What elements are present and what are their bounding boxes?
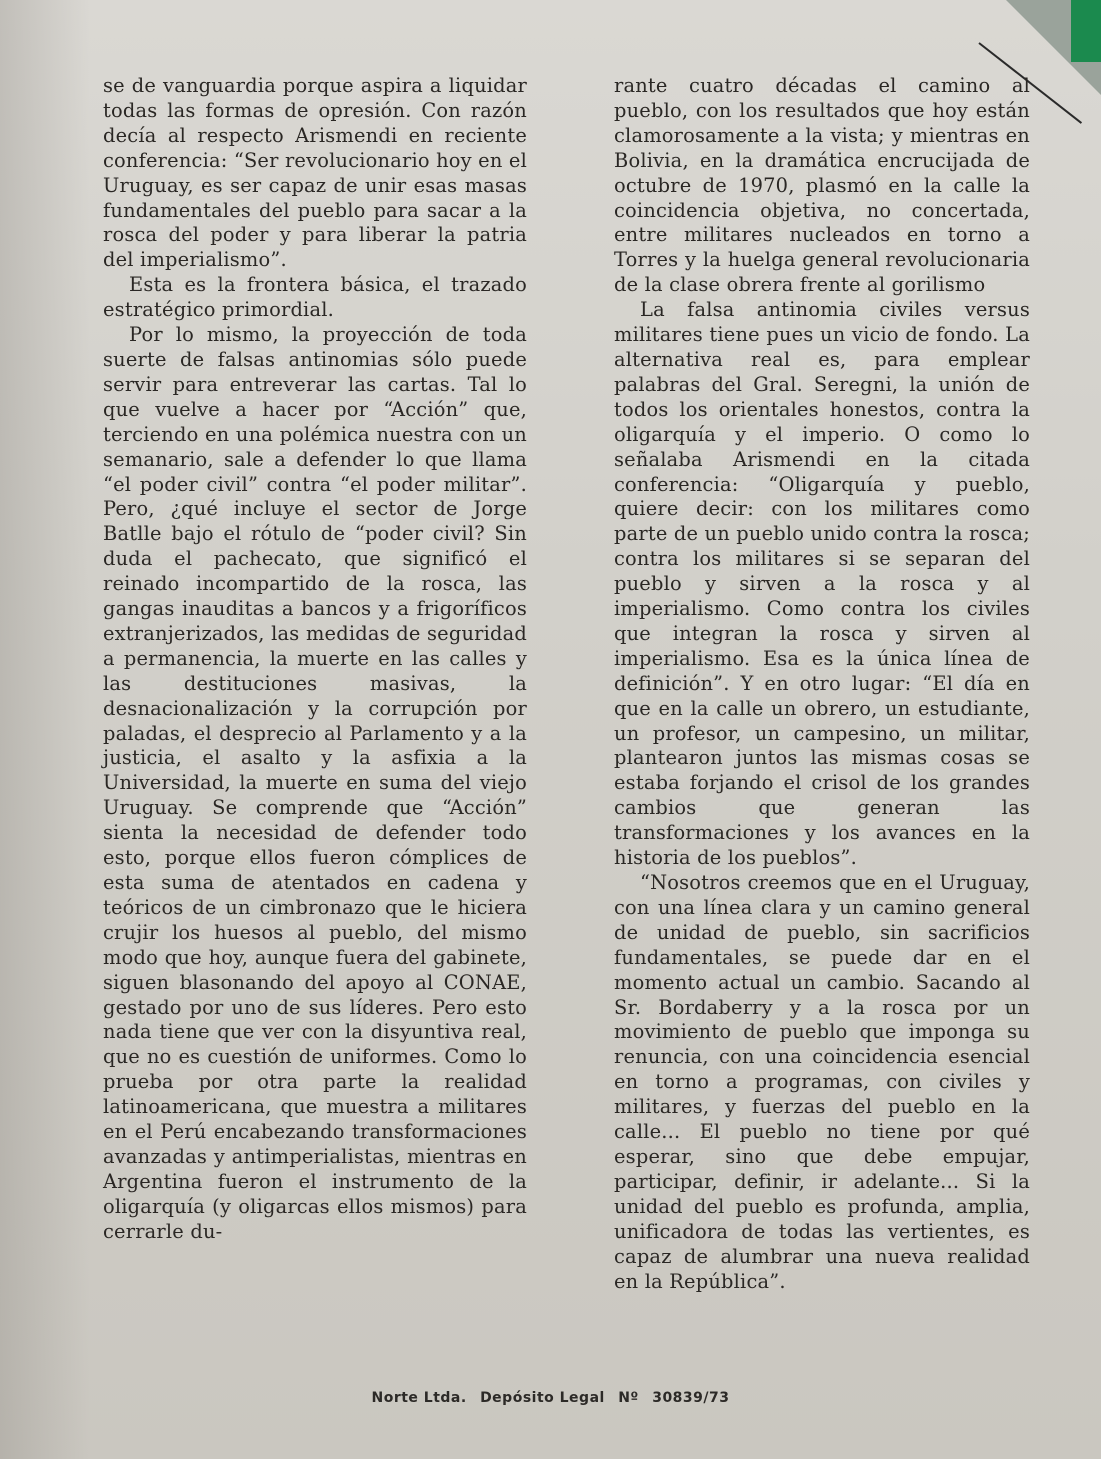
corner-green-mark: [1071, 0, 1101, 62]
imprint-footer: [0, 1390, 1101, 1406]
left-paragraph-2: Esta es la frontera básica, el trazado estratégico primordial.: [103, 273, 527, 322]
right-paragraph-2: La falsa antinomia civiles versus militares tiene pues un vicio de fondo. La alternativa real es, para emplear palabras del Gral. Seregni, la unión de todos los orientales honestos, contra la oligarquía y el imperio. O como lo señalaba Arismendi en la citada conferencia: “Oligarquía y pueblo, quiere decir: con los militares como parte de un pueblo unido contra la rosca; contra los militares si se separan del pueblo y sirven a la rosca y al imperialismo. Como contra los civiles que integran la rosca y sirven al imperialismo. Esa es la única línea de definición”. Y en otro lugar: “El día en que en la calle un obrero, un estudiante, un profesor, un campesino, un militar, plantearon juntos las mismas cosas se estaba forjando el crisol de los grandes cambios que generan las transformaciones y los avances en la historia de los pueblos”.: [614, 298, 1030, 870]
right-column: [614, 74, 1030, 1294]
footer-number: 30839/73: [652, 1390, 730, 1406]
footer-printer: Norte Ltda.: [371, 1390, 467, 1406]
footer-deposit-label: Depósito Legal: [480, 1390, 605, 1406]
left-paragraph-3: Por lo mismo, la proyección de toda suerte de falsas antinomias sólo puede servir para entreverar las cartas. Tal lo que vuelve a hacer por “Acción” que, terciendo en una polémica nuestra con un semanario, sale a defender lo que llama “el poder civil” contra “el poder militar”. Pero, ¿qué incluye el sector de Jorge Batlle bajo el rótulo de “poder civil? Sin duda el pachecato, que significó el reinado incompartido de la rosca, las gangas inauditas a bancos y a frigoríficos extranjerizados, las medidas de seguridad a permanencia, la muerte en las calles y las destituciones masivas, la desnacionalización y la corrupción por paladas, el desprecio al Parlamento y a la justicia, el asalto y la asfixia a la Universidad, la muerte en suma del viejo Uruguay. Se comprende que “Acción” sienta la necesidad de defender todo esto, porque ellos fueron cómplices de esta suma de atentados en cadena y teóricos de un cimbronazo que le hiciera crujir los huesos al pueblo, del mismo modo que hoy, aunque fuera del gabinete, siguen blasonando del apoyo al CONAE, gestado por uno de sus líderes. Pero esto nada tiene que ver con la disyuntiva real, que no es cuestión de uniformes. Como lo prueba por otra parte la realidad latinoamericana, que muestra a militares en el Perú encabezando transformaciones avanzadas y antimperialistas, mientras en Argentina fueron el instrumento de la oligarquía (y oligarcas ellos mismos) para cerrarle du-: [103, 323, 527, 1243]
page-shadow: [0, 0, 90, 1459]
right-paragraph-3: “Nosotros creemos que en el Uruguay, con una línea clara y un camino general de unidad de pueblo, sin sacrificios fundamentales, se puede dar en el momento actual un cambio. Sacando al Sr. Bordaberry y a la rosca por un movimiento de pueblo que imponga su renuncia, con una coincidencia esencial en torno a programas, con civiles y militares, y fuerzas del pueblo en la calle... El pueblo no tiene por qué esperar, sino que debe empujar, participar, definir, ir adelante... Si la unidad del pueblo es profunda, amplia, unificadora de todas las vertientes, es capaz de alumbrar una nueva realidad en la República”.: [614, 871, 1030, 1293]
left-paragraph-1: se de vanguardia porque aspira a liquidar todas las formas de opresión. Con razón decía al respecto Arismendi en reciente conferencia: “Ser revolucionario hoy en el Uruguay, es ser capaz de unir esas masas fundamentales del pueblo para sacar a la rosca del poder y para liberar la patria del imperialismo”.: [103, 74, 527, 272]
right-paragraph-1: rante cuatro décadas el camino al pueblo, con los resultados que hoy están clamorosamente a la vista; y mientras en Bolivia, en la dramática encrucijada de octubre de 1970, plasmó en la calle la coincidencia objetiva, no concertada, entre militares nucleados en torno a Torres y la huelga general revolucionaria de la clase obrera frente al gorilismo: [614, 74, 1030, 297]
left-column: [103, 74, 527, 1245]
footer-number-label: Nº: [618, 1390, 639, 1406]
